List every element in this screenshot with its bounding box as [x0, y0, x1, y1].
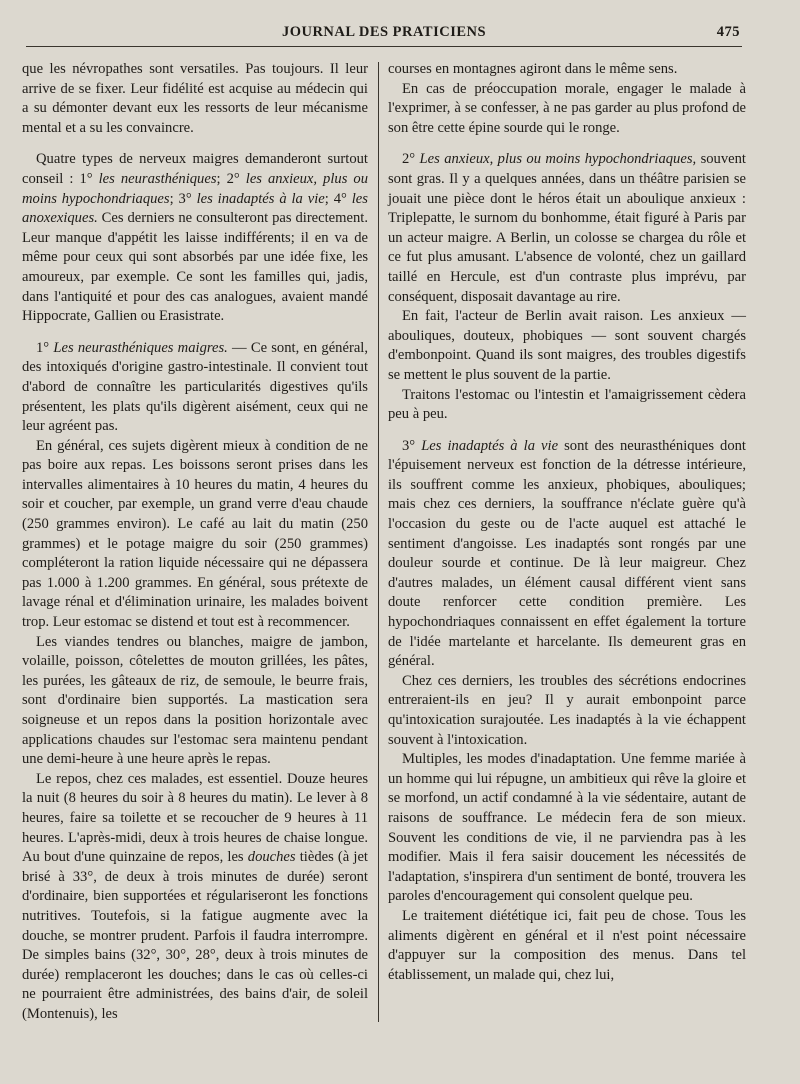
paragraph: En fait, l'acteur de Berlin avait raison. Les anxieux — abouliques, douteux, phobiques — sont souvent chargés d'embonpoint. Quand ils sont maigres, des troubles digestifs se mettent le plus souvent de la partie.: [388, 308, 746, 383]
paragraph: que les névropathes sont versatiles. Pas toujours. Il leur arrive de se fixer. Leur fidélité est acquise au médecin qui a su démonter devant eux les ressorts de leur mécanisme mental et a su les convaincre.: [22, 61, 368, 136]
paragraph: Les viandes tendres ou blanches, maigre de jambon, volaille, poisson, côtelettes de mouton grillées, les pâtes, les purées, les gâteaux de riz, de semoule, le beurre frais, sont d'ordinaire bien supportés. La mastication sera soigneuse et un repos dans la position horizontale avec applications chaudes sur l'estomac sera maintenu pendant une demi-heure à une heure après le repas.: [22, 633, 368, 768]
page-number: 475: [716, 24, 740, 40]
paragraph: Quatre types de nerveux maigres demanderont surtout conseil : 1° les neurasthéniques; 2° les anxieux, plus ou moins hypochondriaques; 3° les inadaptés à la vie; 4° les anoxexiques. Ces derniers ne consulteront pas directement. Leur manque d'appétit les laisse indifférents; il en va de même pour ceux qui sont absorbés par une idée fixe, les amoureux, par exemple. Ce sont les familles qui, jadis, dans l'antiquité et pour des cas analogues, avaient mandé Hippocrate, Gallien ou Erasistrate.: [22, 151, 368, 325]
paragraph: En général, ces sujets digèrent mieux à condition de ne pas boire aux repas. Les boissons seront prises dans les intervalles alimentaires à 10 heures du matin, 4 heures du soir et coucher, par exemple, un grand verre d'eau chaude (250 grammes environ). Le café au lait du matin (250 grammes) et le potage maigre du soir (250 grammes) compléteront la ration liquide nécessaire qui ne dépassera pas 1.000 à 1.200 grammes. En général, sous prétexte de lavage rénal et d'élimination urinaire, les malades boivent trop. Leur estomac se distend et tout est à recommencer.: [22, 437, 368, 631]
paragraph: Traitons l'estomac ou l'intestin et l'amaigrissement cèdera peu à peu.: [388, 386, 746, 423]
paragraph: 1° Les neurasthéniques maigres. — Ce sont, en général, des intoxiqués d'origine gastro-intestinale. Il convient tout d'abord de connaître les particularités digestives qu'ils présentent, les plats qu'ils digèrent aisément, ceux qui ne leur agréent pas.: [22, 339, 368, 435]
paragraph: courses en montagnes agiront dans le même sens.: [388, 61, 678, 77]
left-column: [22, 60, 368, 1025]
paragraph: Le repos, chez ces malades, est essentiel. Douze heures la nuit (8 heures du soir à 8 heures du matin). Le lever à 8 heures, faire sa toilette et se recoucher de 9 heures à 11 heures. L'après-midi, deux à trois heures de chaise longue. Au bout d'une quinzaine de repos, les douches tièdes (à jet brisé à 33°, de deux à trois minutes de durée) seront d'ordinaire, bien supportées et régulariseront les fonctions nutritives. Toutefois, si la fatigue augmente avec la douche, se montrer prudent. Parfois il faudra interrompre. De simples bains (32°, 30°, 28°, deux à trois minutes de durée) remplaceront les douches; dans le cas où celles-ci ne pourraient être administrées, des bains d'air, de soleil (Montenuis), les: [22, 770, 368, 1022]
paragraph: 2° Les anxieux, plus ou moins hypochondriaques, souvent sont gras. Il y a quelques années, dans un théâtre parisien se jouait une pièce dont le héros était un aboulique anxieux : Triplepatte, le surnom du bonhomme, était figuré à Paris par un acteur maigre. A Berlin, un colosse se chargea du rôle et ce fut plus amusant. L'absence de volonté, chez un gaillard taillé en Hercule, est d'un contraste plus imprévu, par conséquent, disposait davantage au rire.: [388, 151, 746, 305]
right-column: [388, 60, 746, 985]
running-header: [28, 24, 740, 46]
header-rule: [26, 46, 742, 47]
paragraph: Le traitement diététique ici, fait peu de chose. Tous les aliments digèrent en général et il n'est point nécessaire d'appuyer sur la composition des menus. Dans tel établissement, un malade qui, chez lui,: [388, 907, 746, 983]
paragraph: Chez ces derniers, les troubles des sécrétions endocrines entreraient-ils en jeu? Il y aurait embonpoint parce qu'intoxication surajoutée. Les inadaptés à la vie échappent souvent à l'intoxication.: [388, 672, 746, 748]
column-divider: [378, 62, 379, 1022]
paragraph: En cas de préoccupation morale, engager le malade à l'exprimer, à se confesser, à ne pas garder au plus profond de son être cette épine sourde qui le ronge.: [388, 80, 746, 136]
journal-title: JOURNAL DES PRATICIENS: [281, 24, 487, 40]
paragraph: 3° Les inadaptés à la vie sont des neurasthéniques dont l'épuisement nerveux est fonction de la détresse intérieure, ils souffrent comme les anxieux, phobiques, abouliques; mais chez ces derniers, la souffrance n'éclate guère qu'à l'occasion du geste ou de l'acte auquel est attaché le sentiment d'angoisse. Les inadaptés sont rongés par une douleur sourde et continue. De là leur maigreur. Chez d'autres malades, un élément causal différent vient sans doute renforcer cette condition première. Les hypochondriaques connaissent en effet également la torture de l'idée martelante et harcelante. Ils demeurent gras en général.: [388, 437, 746, 670]
paragraph: Multiples, les modes d'inadaptation. Une femme mariée à un homme qui lui répugne, un ambitieux qui rêve la gloire et se morfond, un actif condamné à la vie sédentaire, autant de raisons de souffrance. Le médecin fera de son mieux. Souvent les conditions de vie, il ne parviendra pas à les modifier. Mais il fera saisir doucement les nécessités de l'adaptation, s'inspirera d'un sentiment de bonté, trouvera les paroles d'encouragement qui consolent quelque peu.: [388, 751, 746, 905]
